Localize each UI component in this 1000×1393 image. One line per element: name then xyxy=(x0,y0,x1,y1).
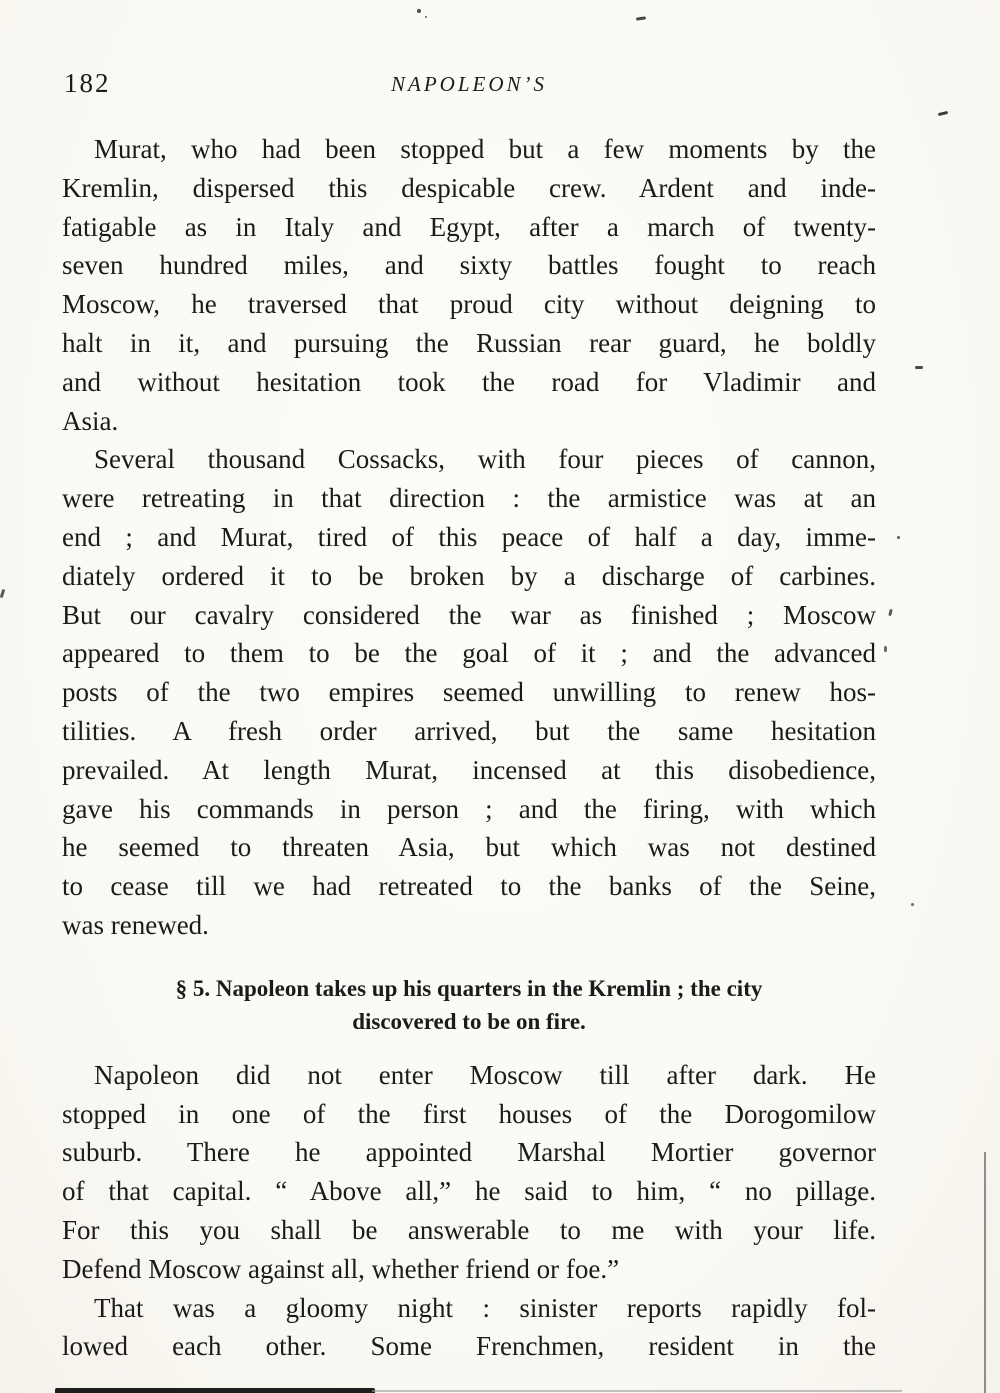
text-line: Several thousand Cossacks, with four pieces of cannon, xyxy=(94,444,876,475)
paragraph xyxy=(62,1289,876,1367)
scan-dot-right-margin xyxy=(897,536,900,539)
paragraph xyxy=(62,130,876,440)
text-line: lowed each other. Some Frenchmen, resident in the xyxy=(62,1331,876,1362)
text-line: seven hundred miles, and sixty battles fought to reach xyxy=(62,250,876,281)
text-line: Asia. xyxy=(62,405,119,436)
text-line: he seemed to threaten Asia, but which was not destined xyxy=(62,832,876,863)
page-number: 182 xyxy=(64,68,111,98)
text-line: tilities. A fresh order arrived, but the same hesitation xyxy=(62,715,876,746)
section-heading xyxy=(62,972,876,1038)
paragraph xyxy=(62,440,876,944)
text-line: and without hesitation took the road for Vladimir and xyxy=(62,366,876,397)
text-line: But our cavalry considered the war as finished ; Moscow xyxy=(62,599,876,630)
text-line: That was a gloomy night : sinister reports rapidly fol- xyxy=(94,1292,876,1323)
scan-dot-right-margin-2 xyxy=(911,903,914,906)
scan-line-bottom-edge xyxy=(372,1390,902,1392)
scan-bar-bottom-edge xyxy=(55,1388,375,1393)
text-line: discovered to be on fire. xyxy=(352,1008,586,1034)
text-line: § 5. Napoleon takes up his quarters in the Kremlin ; the city xyxy=(175,975,763,1001)
scan-line-right-edge xyxy=(984,1152,986,1393)
text-line: stopped in one of the first houses of the Dorogomilow xyxy=(62,1098,876,1129)
scan-tick-left-margin xyxy=(0,589,5,598)
scan-smudge-top xyxy=(417,9,421,13)
text-line: Moscow, he traversed that proud city without deigning to xyxy=(62,289,876,320)
text-line: of that capital. “ Above all,” he said to him, “ no pillage. xyxy=(62,1176,876,1207)
text-line: For this you shall be answerable to me with your life. xyxy=(62,1214,876,1245)
text-line: end ; and Murat, tired of this peace of half a day, imme- xyxy=(62,521,876,552)
paragraph xyxy=(62,1056,876,1289)
text-line: Kremlin, dispersed this despicable crew. Ardent and inde- xyxy=(62,172,876,203)
text-line: Defend Moscow against all, whether friend or foe.” xyxy=(62,1253,620,1284)
text-line: gave his commands in person ; and the firing, with which xyxy=(62,793,876,824)
text-line: appeared to them to be the goal of it ; and the advanced xyxy=(62,638,876,669)
text-block xyxy=(62,130,876,1366)
text-line: to cease till we had retreated to the banks of the Seine, xyxy=(62,871,876,902)
text-line: prevailed. At length Murat, incensed at this disobedience, xyxy=(62,754,876,785)
text-line: diately ordered it to be broken by a discharge of carbines. xyxy=(62,560,876,591)
scan-tick-right-margin-2 xyxy=(884,646,887,652)
text-line: posts of the two empires seemed unwilling to renew hos- xyxy=(62,677,876,708)
scan-dash-right-margin-2 xyxy=(915,366,923,369)
text-line: Murat, who had been stopped but a few moments by the xyxy=(94,134,876,164)
text-line: Napoleon did not enter Moscow till after dark. He xyxy=(94,1059,876,1090)
page-header xyxy=(62,66,876,106)
text-line: fatigable as in Italy and Egypt, after a march of twenty- xyxy=(62,211,876,242)
scan-dash-top-right xyxy=(636,16,646,20)
scan-tick-right-margin xyxy=(888,609,893,617)
text-line: halt in it, and pursuing the Russian rear guard, he boldly xyxy=(62,327,876,358)
text-line: suburb. There he appointed Marshal Mortier governor xyxy=(62,1137,876,1168)
text-line: were retreating in that direction : the armistice was at an xyxy=(62,483,876,514)
text-line: was renewed. xyxy=(62,909,209,940)
scan-dash-right-margin xyxy=(938,111,948,116)
running-title: NAPOLEON’S xyxy=(391,72,547,96)
